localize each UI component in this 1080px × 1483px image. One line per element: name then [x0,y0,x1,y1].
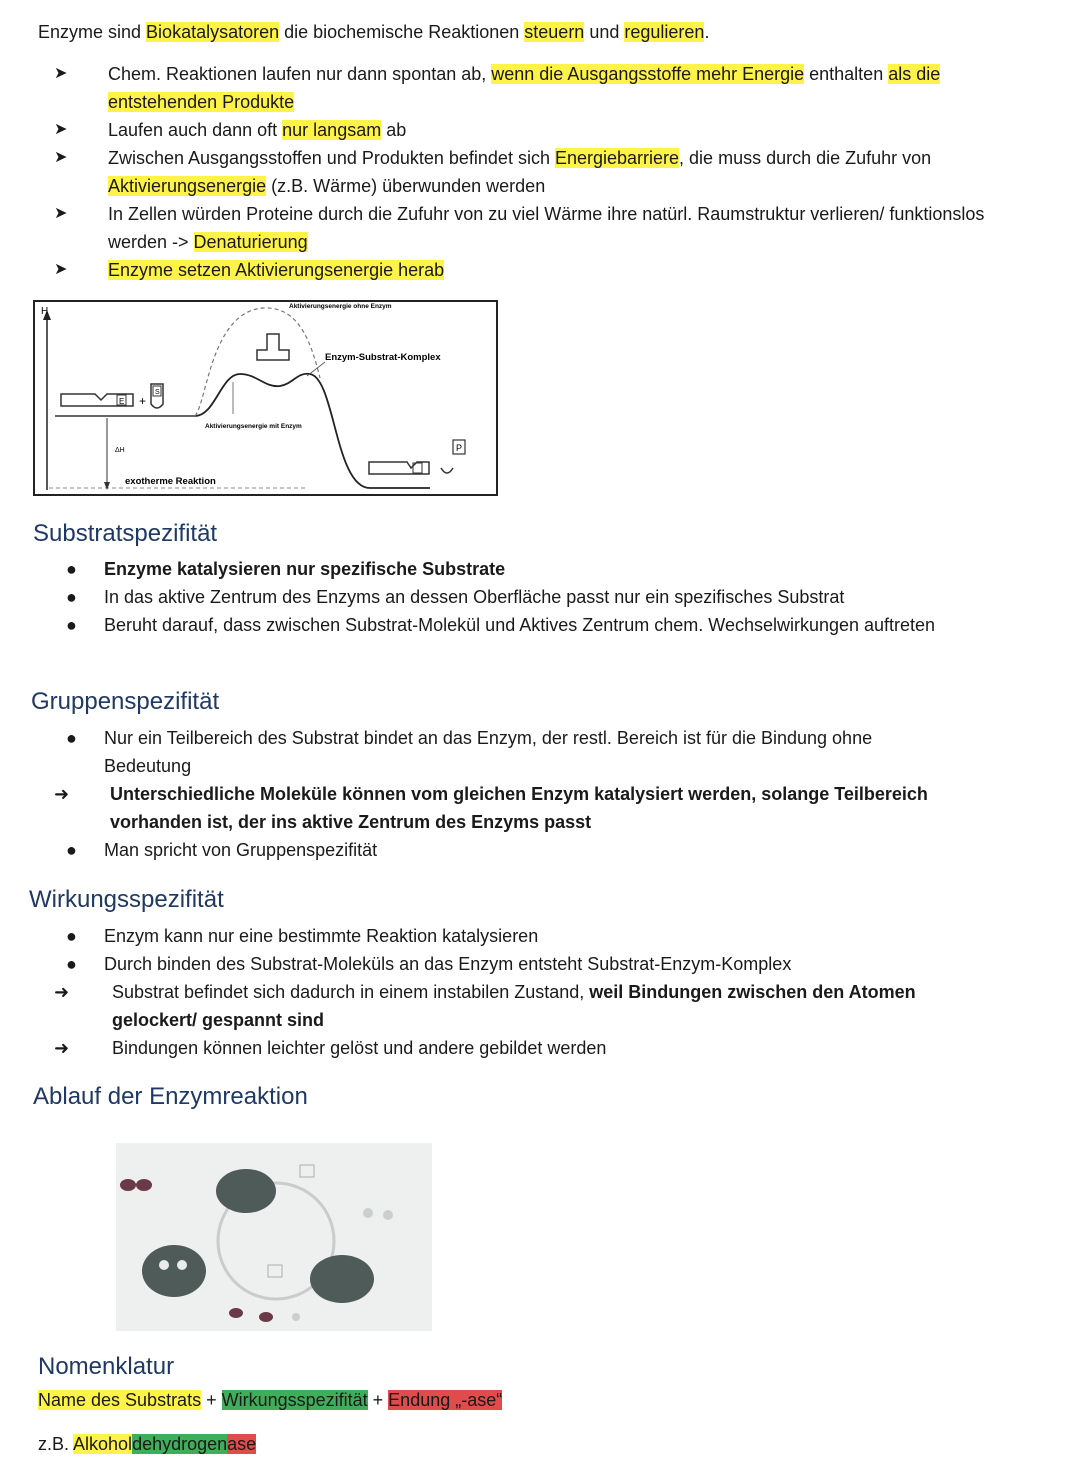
nomenklatur-formula: Name des Substrats + Wirkungsspezifität + Endung „-ase“ [38,1390,503,1410]
bullet-icon: ● [66,728,77,748]
list-item: ➜ Bindungen können leichter gelöst und andere gebildet werden [66,1034,966,1062]
enzyme-letter: E [119,397,125,406]
enzyme-blob [216,1169,276,1213]
label-activation-with-enzyme: Aktivierungsenergie mit Enzym [205,423,302,430]
label-exotherme-reaktion: exotherme Reaktion [125,476,216,487]
label-delta-h: ΔH [115,447,125,454]
energy-arrow-list [54,60,1014,284]
substrate-molecule [259,1312,273,1322]
arrowhead-icon: ➤ [54,261,68,278]
heading-gruppenspezifitaet: Gruppenspezifität [31,688,220,715]
highlight-biokatalysatoren: Biokatalysatoren [146,22,280,42]
bullet-icon: ● [66,559,77,579]
product-molecule [363,1208,373,1218]
example-endung: ase [227,1434,257,1454]
list-item: ● Enzym kann nur eine bestimmte Reaktion katalysieren [66,922,966,950]
bullet-icon: ● [66,587,77,607]
list-item: ➤ Laufen auch dann oft nur langsam ab [54,116,1014,144]
formula-endung: Endung „-ase“ [388,1390,503,1410]
bullet-icon: ● [66,840,77,860]
delta-h-arrowhead [104,482,110,490]
arrowhead-icon: ➤ [54,65,68,82]
intro-text: . [704,22,710,42]
product-letter: P [456,443,463,453]
gruppe-list [54,724,946,864]
formula-substrate-name: Name des Substrats [38,1390,202,1410]
product-enzyme-shape [369,462,429,474]
product-molecule [292,1313,300,1321]
formula-wirkungsspezifitaet: Wirkungsspezifität [221,1390,368,1410]
list-item: ● Enzyme katalysieren nur spezifische Substrate [66,555,986,583]
list-item: ➜ Substrat befindet sich dadurch in einem instabilen Zustand, weil Bindungen zwischen den Atomen gelockert/ gespannt sind [66,978,966,1034]
example-substrate: Alkohol [73,1434,133,1454]
list-item: ➤ Enzyme setzen Aktivierungsenergie herab [54,256,1014,284]
substrate-molecule [229,1308,243,1318]
highlight-steuern: steuern [524,22,585,42]
substrate-molecule [120,1179,136,1191]
nomenklatur-example: z.B. Alkoholdehydrogenase [38,1434,257,1454]
heading-nomenklatur: Nomenklatur [38,1353,175,1380]
energy-diagram-svg [35,302,496,494]
list-item: ● In das aktive Zentrum des Enzyms an dessen Oberfläche passt nur ein spezifisches Substrat [66,583,986,611]
label-activation-without-enzyme: Aktivierungsenergie ohne Enzym [289,303,392,310]
enzyme-blob-spot [159,1260,169,1270]
enzyme-blob-spot [177,1260,187,1270]
list-item: ➤ Zwischen Ausgangsstoffen und Produkten befindet sich Energiebarriere, die muss durch die Zufuhr von Aktivierungsenergie (z.B. Wärme) überwunden werden [54,144,1014,200]
wirkung-list [54,922,966,1062]
example-wirkung: dehydrogen [132,1434,228,1454]
enzyme-cycle-svg [116,1143,432,1331]
highlight-regulieren: regulieren [624,22,705,42]
arrowhead-icon: ➤ [54,205,68,222]
plus-sign: + [139,394,147,408]
bullet-icon: ● [66,926,77,946]
label-enzyme-substrate-complex: Enzym-Substrat-Komplex [325,352,441,363]
curve-without-enzyme [195,308,320,416]
list-item: ● Beruht darauf, dass zwischen Substrat-Molekül und Aktives Zentrum chem. Wechselwirkungen auftreten [66,611,986,639]
cycle-label-placeholder [300,1165,314,1177]
list-item: ● Durch binden des Substrat-Moleküls an das Enzym entsteht Substrat-Enzym-Komplex [66,950,966,978]
intro-text: Enzyme sind [38,22,147,42]
curve-with-enzyme [195,374,430,488]
bullet-icon: ● [66,615,77,635]
list-item: ● Man spricht von Gruppenspezifität [66,836,946,864]
enzyme-cycle-image [116,1143,432,1331]
complex-shape [257,334,289,360]
substrate-molecule [136,1179,152,1191]
list-item: ● Nur ein Teilbereich des Substrat bindet an das Enzym, der restl. Bereich ist für die Bindung ohne Bedeutung [66,724,946,780]
right-arrow-icon: ➜ [54,982,70,1002]
substrat-list [66,555,986,639]
product-molecule [383,1210,393,1220]
intro-text: und [584,22,625,42]
list-item: ➜ Unterschiedliche Moleküle können vom gleichen Enzym katalysiert werden, solange Teilbereich vorhanden ist, der ins aktive Zentrum des Enzyms passt [66,780,946,836]
intro-line [38,18,709,46]
substrate-letter: S [155,389,160,396]
enzyme-blob [142,1245,206,1297]
y-axis-label: H [41,306,49,317]
list-item: ➤ In Zellen würden Proteine durch die Zufuhr von zu viel Wärme ihre natürl. Raumstruktur verlieren/ funktionslos werden -> Denaturierung [54,200,1014,256]
heading-ablauf-enzymreaktion: Ablauf der Enzymreaktion [33,1083,308,1110]
activation-energy-diagram [33,300,498,496]
heading-substratspezifitaet: Substratspezifität [33,520,218,547]
arrowhead-icon: ➤ [54,121,68,138]
enzyme-blob [310,1255,374,1303]
list-item: ➤ Chem. Reaktionen laufen nur dann spontan ab, wenn die Ausgangsstoffe mehr Energie enthalten als die entstehenden Produkte [54,60,1014,116]
arrowhead-icon: ➤ [54,149,68,166]
right-arrow-icon: ➜ [54,1038,70,1058]
right-arrow-icon: ➜ [54,784,70,804]
cycle-label-placeholder [268,1265,282,1277]
heading-wirkungsspezifitaet: Wirkungsspezifität [29,886,224,913]
intro-text: die biochemische Reaktionen [279,22,525,42]
product-shape [441,468,453,473]
bullet-icon: ● [66,954,77,974]
